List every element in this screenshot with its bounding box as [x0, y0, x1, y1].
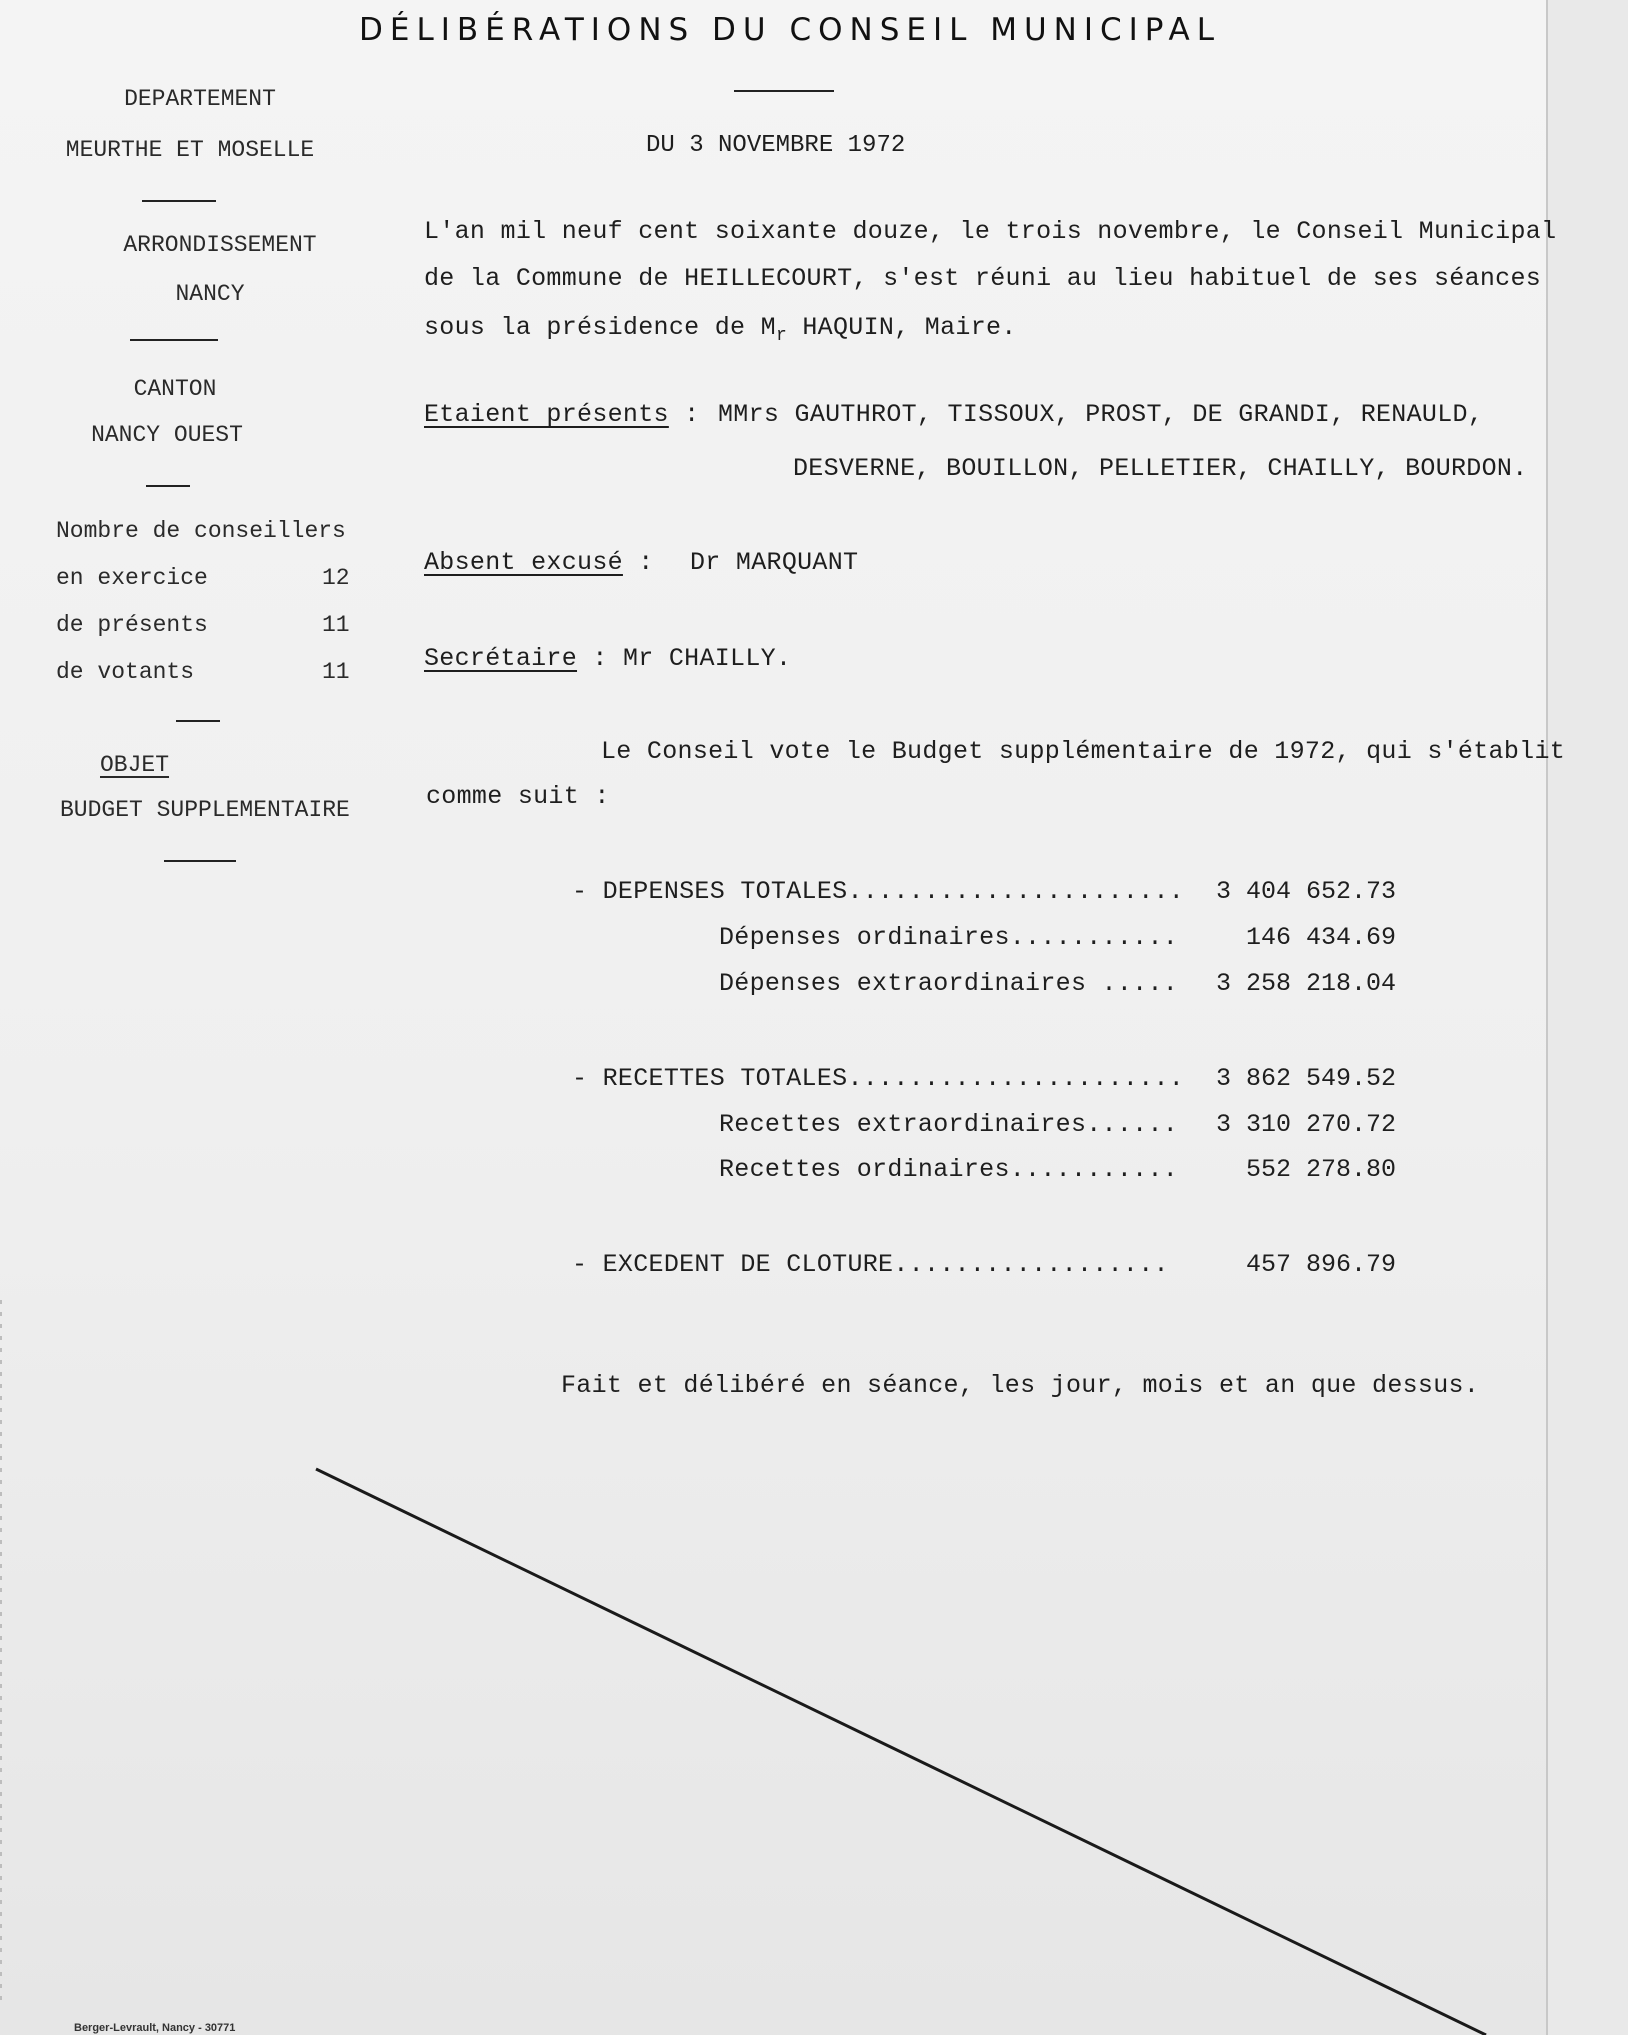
secretaire-label: Secrétaire — [424, 644, 578, 673]
objet-value: BUDGET SUPPLEMENTAIRE — [60, 797, 350, 823]
departement-label: DEPARTEMENT — [124, 86, 276, 112]
budget-label: - DEPENSES TOTALES...................... — [572, 877, 1185, 906]
diagonal-stroke — [316, 1469, 1486, 2035]
count-value: 11 — [322, 659, 350, 685]
absent-value: Dr MARQUANT — [690, 548, 859, 577]
vote-line: comme suit : — [426, 782, 610, 811]
budget-label: - EXCEDENT DE CLOTURE.................. — [572, 1250, 1169, 1279]
budget-label: Dépenses ordinaires........... — [719, 923, 1179, 952]
budget-amount: 457 896.79 — [1245, 1250, 1396, 1279]
intro-text: sous la présidence de M — [424, 313, 776, 342]
objet-label: OBJET — [100, 752, 170, 778]
canton-label: CANTON — [133, 376, 217, 402]
intro-subscript: r — [775, 326, 788, 346]
meeting-date: DU 3 NOVEMBRE 1972 — [646, 132, 906, 159]
vote-line: Le Conseil vote le Budget supplémentaire de 1972, qui s'établit — [601, 737, 1566, 766]
departement-value: MEURTHE ET MOSELLE — [65, 137, 315, 163]
absent-separator: : — [622, 548, 654, 577]
budget-amount: 3 862 549.52 — [1216, 1064, 1397, 1093]
intro-line: L'an mil neuf cent soixante douze, le trois novembre, le Conseil Municipal — [424, 217, 1557, 246]
budget-amount: 3 310 270.72 — [1216, 1110, 1397, 1139]
absent-label: Absent excusé — [424, 548, 623, 577]
canton-value: NANCY OUEST — [91, 422, 243, 448]
budget-amount: 146 434.69 — [1245, 923, 1396, 952]
presents-names: DESVERNE, BOUILLON, PELLETIER, CHAILLY, BOURDON. — [793, 454, 1528, 483]
budget-label: Dépenses extraordinaires ..... — [719, 969, 1179, 998]
arrondissement-value: NANCY — [175, 281, 245, 307]
count-label: de présents — [56, 612, 208, 638]
closing-statement: Fait et délibéré en séance, les jour, mois et an que dessus. — [561, 1371, 1480, 1400]
budget-label: Recettes extraordinaires...... — [719, 1110, 1179, 1139]
count-label: de votants — [56, 659, 195, 685]
counts-heading: Nombre de conseillers — [56, 518, 346, 544]
budget-amount: 3 404 652.73 — [1216, 877, 1397, 906]
count-value: 12 — [322, 565, 350, 591]
printer-footer: Berger-Levrault, Nancy - 30771 — [74, 2022, 236, 2034]
count-value: 11 — [322, 612, 350, 638]
secretaire-value: : Mr CHAILLY. — [577, 644, 792, 673]
presents-names: MMrs GAUTHROT, TISSOUX, PROST, DE GRANDI, RENAULD, — [718, 400, 1484, 429]
intro-tail: HAQUIN, Maire. — [787, 313, 1017, 342]
budget-label: - RECETTES TOTALES...................... — [572, 1064, 1185, 1093]
intro-line: de la Commune de HEILLECOURT, s'est réuni au lieu habituel de ses séances — [424, 264, 1542, 293]
presents-label: Etaient présents — [424, 400, 669, 429]
arrondissement-label: ARRONDISSEMENT — [123, 232, 317, 258]
budget-label: Recettes ordinaires........... — [719, 1155, 1179, 1184]
document-title: DÉLIBÉRATIONS DU CONSEIL MUNICIPAL — [359, 12, 1221, 48]
count-label: en exercice — [56, 565, 208, 591]
budget-amount: 3 258 218.04 — [1216, 969, 1397, 998]
budget-amount: 552 278.80 — [1245, 1155, 1396, 1184]
presents-separator: : — [668, 400, 700, 429]
